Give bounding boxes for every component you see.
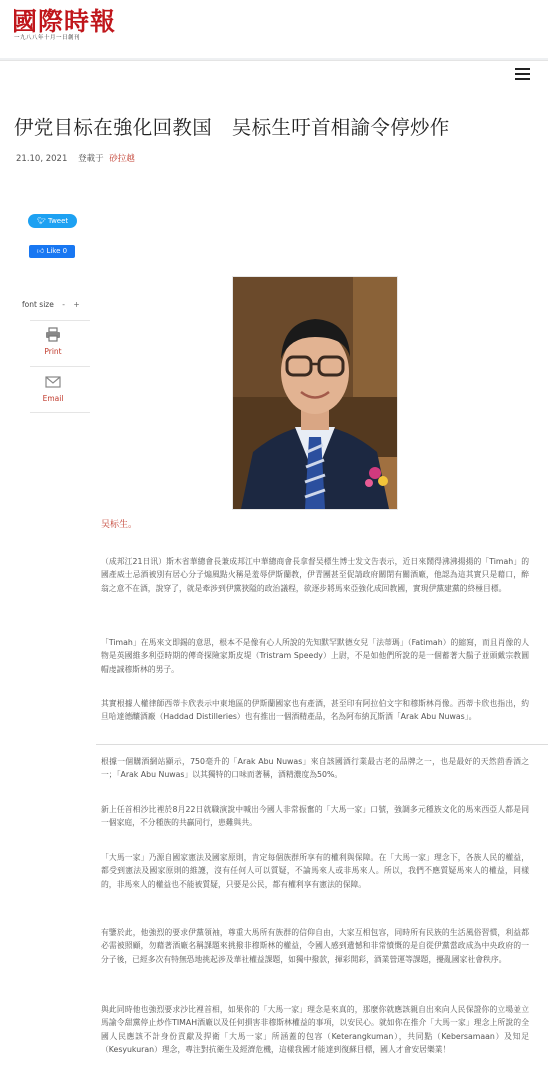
author-link[interactable]: 砂拉越 [109, 154, 135, 164]
email-label: Email [42, 394, 64, 403]
article-paragraph: 其實根據人權律師西蒂卡欣表示中東地區的伊斯蘭國家也有產酒，甚至印有阿拉伯文字和穆斯林肖像。西蒂卡欣也指出，約旦哈達德釀酒廠（Haddad Distilleries）也有推出一個酒精產品，名為阿布納瓦斯酒「Arak Abu Nuwas」。 [101, 699, 529, 722]
font-decrease-button[interactable]: - [62, 300, 65, 309]
article-paragraph: 「Timah」在馬來文即錫的意思，根本不是像有心人所說的先知默罕默德女兒「法蒂瑪」（Fatimah）的縮寫，而且肖像的人物是英國維多利亞時期的傳奇探險家斯皮堤（Tristram Speedy）上尉，不是如他們所說的是一個蓄著大鬍子並頭戴宗教圓帽虔誠穆斯林的男子。 [101, 638, 529, 674]
facebook-like-button[interactable] [29, 245, 75, 258]
posted-by-label: 登載于 [78, 154, 104, 164]
divider [30, 366, 90, 367]
article-meta [16, 152, 135, 164]
screenshot-seam [96, 744, 548, 745]
hamburger-menu-icon[interactable] [515, 68, 530, 80]
font-increase-button[interactable]: + [73, 300, 80, 309]
tweet-button[interactable] [28, 214, 77, 228]
print-label: Print [44, 347, 62, 356]
facebook-thumb-icon: 👍︎ [36, 247, 45, 255]
article-title: 伊党目标在強化回教国 吴标生吁首相諭令停炒作 [14, 116, 450, 139]
site-logo[interactable]: 國際時報 [12, 7, 117, 36]
photo-caption: 吴标生。 [101, 520, 138, 530]
article-paragraph: 有鑒於此，他強烈的要求伊黨領袖，尊重大馬所有族群的信仰自由，大家互相包容，同時所有民族的生活風俗習慣，利益都必需被照顧，勿藉著酒廠名稱課題來挑撥非穆斯林的權益，令國人感到遺憾和非常憤慨的是自從伊黨當政成為中央政府的一分子後，已經多次有特無恐地挑起涉及華社權益課題，如獨中撥款，揮彩開彩，酒業營運等課題，擾亂國家社會秩序。 [101, 928, 529, 964]
article-paragraph: 根據一個購酒網站顯示，750毫升的「Arak Abu Nuwas」來自該國酒行業最古老的品牌之一，也是最好的天然茴香酒之一；「Arak Abu Nuwas」以其獨特的口味而著稱，酒精濃度為50%。 [101, 757, 529, 780]
article-paragraph: 「大馬一家」乃源自國家憲法及國家原則，肯定每個族群所享有的權利與保障。在「大馬一家」理念下，各族人民的權益，都受到憲法及國家原則的維護，沒有任何人可以質疑，不論馬來人或非馬來人。所以，我們不應質疑馬來人的權益，同樣的，非馬來人的權益也不能被質疑，只要是公民，都有權利享有憲法的保障。 [101, 853, 529, 889]
article-paragraph: 與此同時他也強烈要求沙比裡首相，如果你的「大馬一家」理念是來真的，那麼你就應該親自出來向人民保證你的立場並立馬諭令甜黨停止炒作TIMAH酒廠以及任何損害非穆斯林權益的事項，以安民心。就如你在推介「大馬一家」理念上所說的全國人民應該不計身份貢獻及捍衛「大馬一家」所涵蓋的包容（Keterangkuman），共同點（Kebersamaan）及知足（Kesyukuran）理念，專注對抗衛生及經濟危機，這樣我國才能達到復蘇目標，國人才會安居樂業！ [101, 1005, 529, 1055]
article-paragraph: （成邦江21日讯）斯木省華總會長兼成邦江中華總商會長拿督吴標生博士发文告表示，近日來鬧得沸沸揚揚的「Timah」的國產威士忌酒被別有居心分子煽風點火稱是羞辱伊斯蘭教，伊青團甚至促請政府關閉有關酒廠，他認為這其實只是藉口，醉翁之意不在酒，說穿了，就是牽涉到伊黨狹隘的政治議程，欲逐步將馬來亞強化成回教國，實現伊黨建黨的終極目標。 [101, 557, 529, 593]
masthead [0, 0, 548, 58]
article-date: 21.10, 2021 [16, 154, 68, 164]
portrait-image [233, 277, 397, 509]
font-size-label: font size [22, 300, 54, 309]
font-size-control [22, 300, 80, 309]
divider [30, 412, 90, 413]
print-button[interactable] [26, 327, 80, 356]
site-tagline: 一九八八年十月一日創刊 [14, 35, 81, 41]
like-label: Like 0 [46, 247, 68, 255]
article-paragraph: 新上任首相沙比裡於8月22日就職演說中喊出今國人非常振奮的「大馬一家」口號，強調多元種族文化的馬來西亞人都是同一個家庭，不分種族的共贏同行，患難與共。 [101, 805, 529, 828]
email-button[interactable] [26, 374, 80, 403]
twitter-bird-icon: 🐦︎ [36, 217, 46, 225]
printer-icon [45, 327, 61, 342]
article-photo [232, 276, 398, 510]
envelope-icon [45, 376, 61, 389]
tweet-label: Tweet [47, 217, 69, 225]
divider [30, 320, 90, 321]
